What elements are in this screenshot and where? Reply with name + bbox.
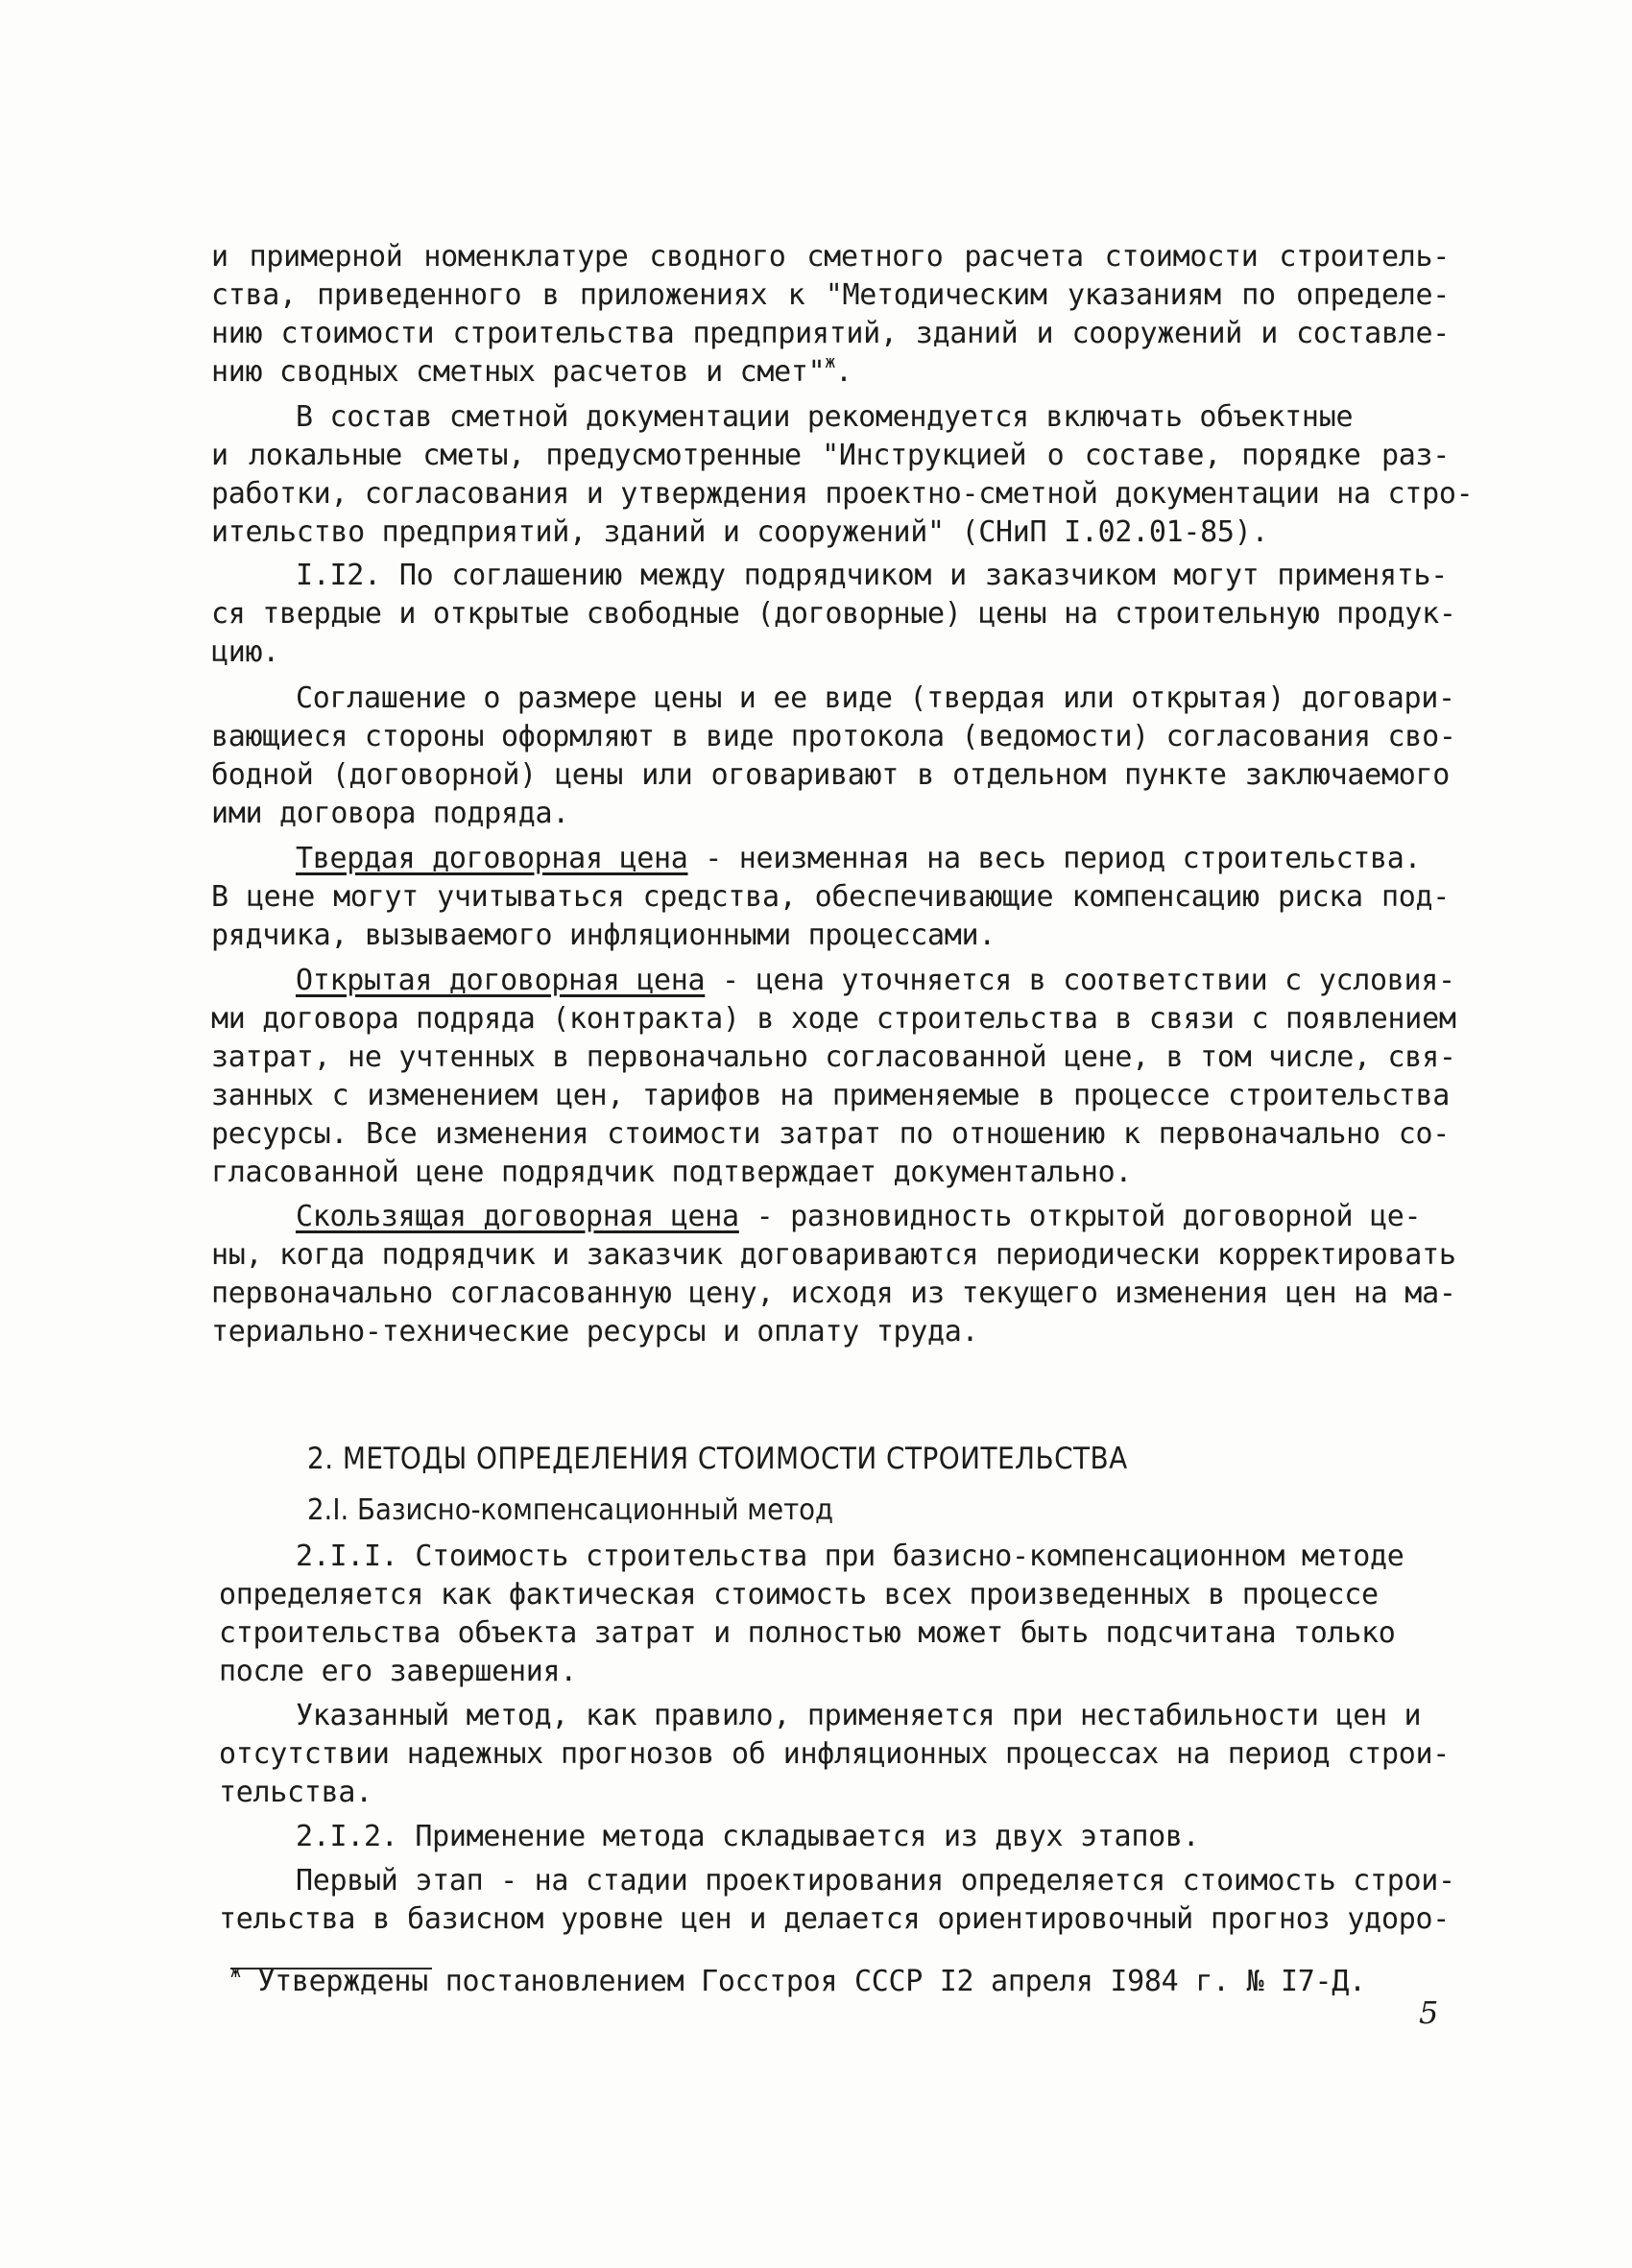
- text-line: В состав сметной документации рекомендуется включать объектные: [296, 400, 1354, 434]
- text-line: отсутствии надежных прогнозов об инфляционных процессах на период строи-: [219, 1737, 1450, 1771]
- text-line: Указанный метод, как правило, применяется при нестабильности цен и: [296, 1699, 1422, 1732]
- text-line: цию.: [211, 635, 280, 669]
- footnote: [230, 1963, 1402, 2001]
- text-line: ства, приведенного в приложениях к "Методическим указаниям по определе-: [211, 278, 1450, 312]
- text-line: бодной (договорной) цены или оговаривают в отдельном пункте заключаемого: [211, 758, 1450, 792]
- text-fragment: - цена уточняется в соответствии с условия-: [705, 964, 1455, 997]
- text-line: [296, 840, 1448, 878]
- text-line: после его завершения.: [219, 1655, 577, 1688]
- footnote-text: Утверждены постановлением Госстроя СССР I2 апреля I984 г. № I7-Д.: [257, 1965, 1366, 1998]
- text-line: гласованной цене подрядчик подтверждает документально.: [211, 1156, 1133, 1189]
- text-line: нию стоимости строительства предприятий, зданий и сооружений и составле-: [211, 317, 1450, 350]
- text-line: ими договора подряда.: [211, 797, 569, 830]
- section-heading: 2. МЕТОДЫ ОПРЕДЕЛЕНИЯ СТОИМОСТИ СТРОИТЕЛЬСТВА: [307, 1442, 1128, 1476]
- subsection-heading: 2.I. Базисно-компенсационный метод: [307, 1493, 834, 1527]
- text-line: 2.I.I. Стоимость строительства при базисно-компенсационном методе: [296, 1540, 1404, 1573]
- text-fragment: .: [834, 355, 852, 389]
- text-line: затрат, не учтенных в первоначально согласованной цене, в том числе, свя-: [211, 1040, 1456, 1074]
- footnote-mark: ж: [825, 352, 835, 372]
- text-line: определяется как фактическая стоимость всех произведенных в процессе: [219, 1578, 1379, 1611]
- text-line: тельства в базисном уровне цен и делается ориентировочный прогноз удоро-: [219, 1902, 1450, 1936]
- text-line: 2.I.2. Применение метода складывается из двух этапов.: [296, 1820, 1200, 1853]
- term-fixed-price: Твердая договорная цена: [296, 842, 688, 875]
- page-number: 5: [1419, 1994, 1439, 2031]
- term-open-price: Открытая договорная цена: [296, 964, 706, 997]
- text-line: В цене могут учитываться средства, обеспечивающие компенсацию риска под-: [211, 880, 1450, 914]
- text-line: Первый этап - на стадии проектирования определяется стоимость строи-: [296, 1864, 1455, 1898]
- footnote-mark: ж: [230, 1962, 241, 1982]
- text-line: териально-технические ресурсы и оплату труда.: [211, 1315, 979, 1349]
- text-line: занных с изменением цен, тарифов на применяемые в процессе строительства: [211, 1079, 1450, 1112]
- text-line: ны, когда подрядчик и заказчик договариваются периодически корректировать: [211, 1238, 1456, 1272]
- text-line: ми договора подряда (контракта) в ходе строительства в связи с появлением: [211, 1002, 1456, 1036]
- text-line: и локальные сметы, предусмотренные "Инструкцией о составе, порядке раз-: [211, 439, 1450, 472]
- text-line: и примерной номенклатуре сводного сметного расчета стоимости строитель-: [211, 240, 1450, 274]
- text-line: [211, 353, 1450, 392]
- text-line: работки, согласования и утверждения проектно-сметной документации на стро-: [211, 477, 1474, 511]
- text-fragment: - разновидность открытой договорной це-: [738, 1200, 1422, 1233]
- text-line: вающиеся стороны оформляют в виде протокола (ведомости) согласования сво-: [211, 720, 1456, 753]
- text-line: ся твердые и открытые свободные (договорные) цены на строительную продук-: [211, 597, 1456, 631]
- text-line: ительство предприятий, зданий и сооружений" (СНиП I.02.01-85).: [211, 515, 1269, 549]
- term-sliding-price: Скользящая договорная цена: [296, 1200, 739, 1233]
- text-line: рядчика, вызываемого инфляционными процессами.: [211, 919, 996, 952]
- text-line: Соглашение о размере цены и ее виде (твердая или открытая) договари-: [296, 681, 1455, 715]
- text-fragment: нию сводных сметных расчетов и смет": [211, 355, 826, 389]
- text-line: [296, 1198, 1448, 1236]
- text-fragment: - неизменная на весь период строительства.: [687, 842, 1422, 875]
- text-line: строительства объекта затрат и полностью может быть подсчитана только: [219, 1616, 1396, 1650]
- text-line: первоначально согласованную цену, исходя из текущего изменения цен на ма-: [211, 1277, 1456, 1310]
- text-line: I.I2. По соглашению между подрядчиком и заказчиком могут применять-: [296, 559, 1448, 592]
- text-line: ресурсы. Все изменения стоимости затрат по отношению к первоначально со-: [211, 1117, 1450, 1151]
- text-line: [296, 962, 1455, 1000]
- text-line: тельства.: [219, 1776, 372, 1809]
